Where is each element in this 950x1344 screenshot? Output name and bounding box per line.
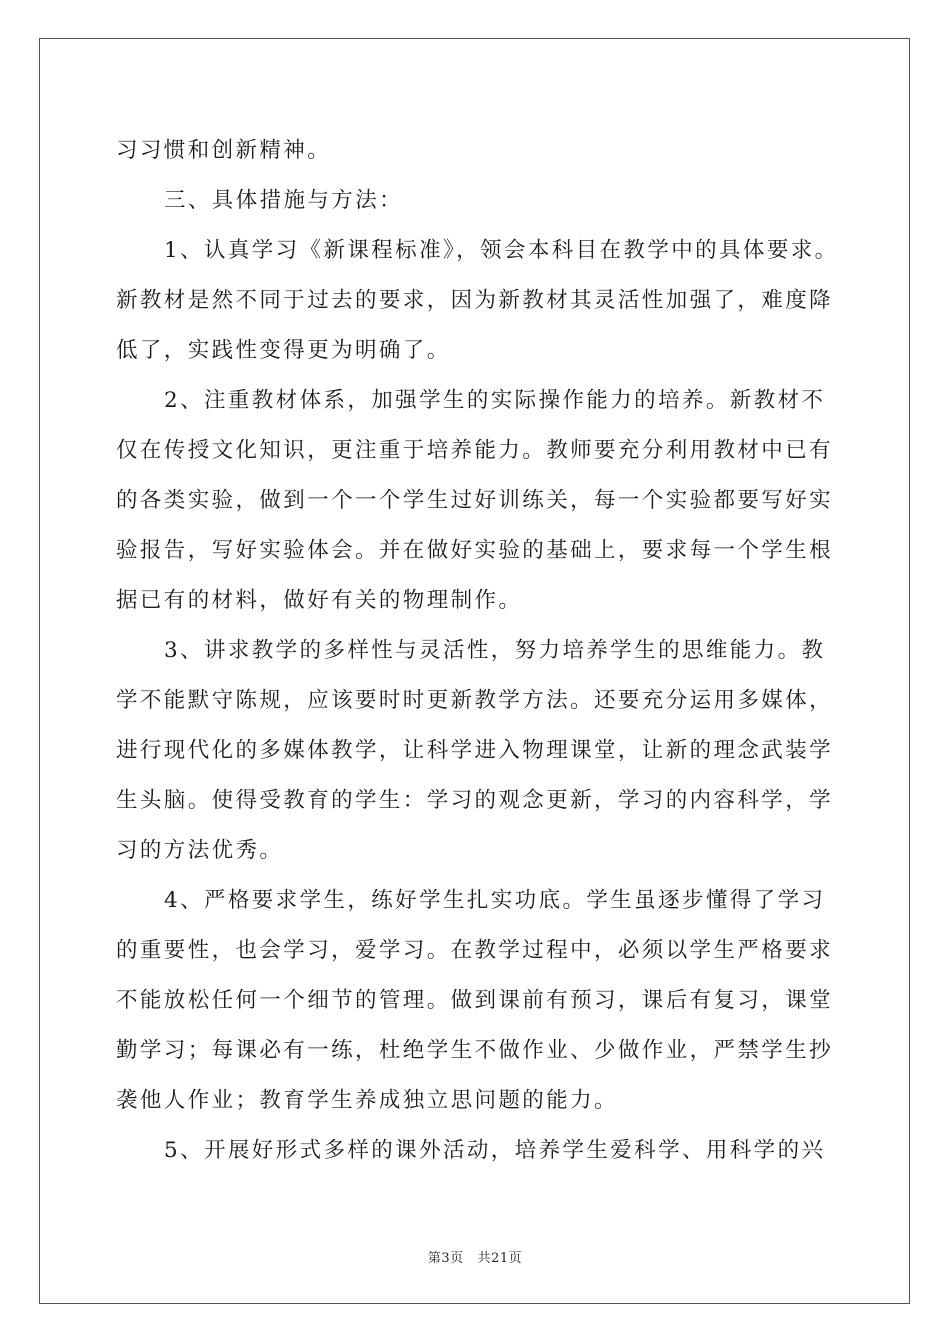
document-body [116, 126, 839, 1176]
text-line: 1、认真学习《新课程标准》，领会本科目在教学中的具体要求。 [164, 238, 839, 263]
text-line: 学不能默守陈规，应该要时时更新教学方法。还要充分运用多媒体， [116, 688, 834, 713]
text-line: 4、严格要求学生，练好学生扎实功底。学生虽逐步懂得了学习 [164, 888, 826, 913]
text-line: 的重要性，也会学习，爱学习。在教学过程中，必须以学生严格要求 [116, 938, 834, 963]
text-line: 3、讲求教学的多样性与灵活性，努力培养学生的思维能力。教 [164, 638, 826, 663]
text-line: 袭他人作业；教育学生养成独立思问题的能力。 [116, 1088, 618, 1113]
text-line: 生头脑。使得受教育的学生：学习的观念更新，学习的内容科学，学 [116, 788, 834, 813]
text-line: 习的方法优秀。 [116, 838, 284, 863]
text-line: 习习惯和创新精神。 [116, 138, 332, 163]
text-line: 验报告，写好实验体会。并在做好实验的基础上，要求每一个学生根 [116, 538, 834, 563]
text-line: 2、注重教材体系，加强学生的实际操作能力的培养。新教材不 [164, 388, 826, 413]
paragraph-intro-tail [116, 126, 836, 176]
section-heading [116, 176, 836, 226]
text-line: 三、具体措施与方法： [164, 188, 404, 213]
total-page-count: 共21页 [477, 1251, 523, 1266]
text-line: 低了，实践性变得更为明确了。 [116, 338, 451, 363]
text-line: 勤学习；每课必有一练，杜绝学生不做作业、少做作业，严禁学生抄 [116, 1038, 834, 1063]
paragraph-item-3 [116, 626, 836, 876]
text-line: 新教材是然不同于过去的要求，因为新教材其灵活性加强了，难度降 [116, 288, 834, 313]
text-line: 的各类实验，做到一个一个学生过好训练关，每一个实验都要写好实 [116, 488, 834, 513]
paragraph-item-2 [116, 376, 836, 626]
paragraph-item-1 [116, 226, 839, 376]
text-line: 仅在传授文化知识，更注重于培养能力。教师要充分利用教材中已有 [116, 438, 834, 463]
text-line: 5、开展好形式多样的课外活动，培养学生爱科学、用科学的兴 [164, 1138, 826, 1163]
paragraph-item-4 [116, 876, 836, 1126]
paragraph-item-5 [116, 1126, 836, 1176]
text-line: 据已有的材料，做好有关的物理制作。 [116, 588, 523, 613]
text-line: 进行现代化的多媒体教学，让科学进入物理课堂，让新的理念武装学 [116, 738, 834, 763]
page-footer [0, 1247, 950, 1266]
current-page-number: 第3页 [427, 1251, 464, 1266]
text-line: 不能放松任何一个细节的管理。做到课前有预习，课后有复习，课堂 [116, 988, 834, 1013]
